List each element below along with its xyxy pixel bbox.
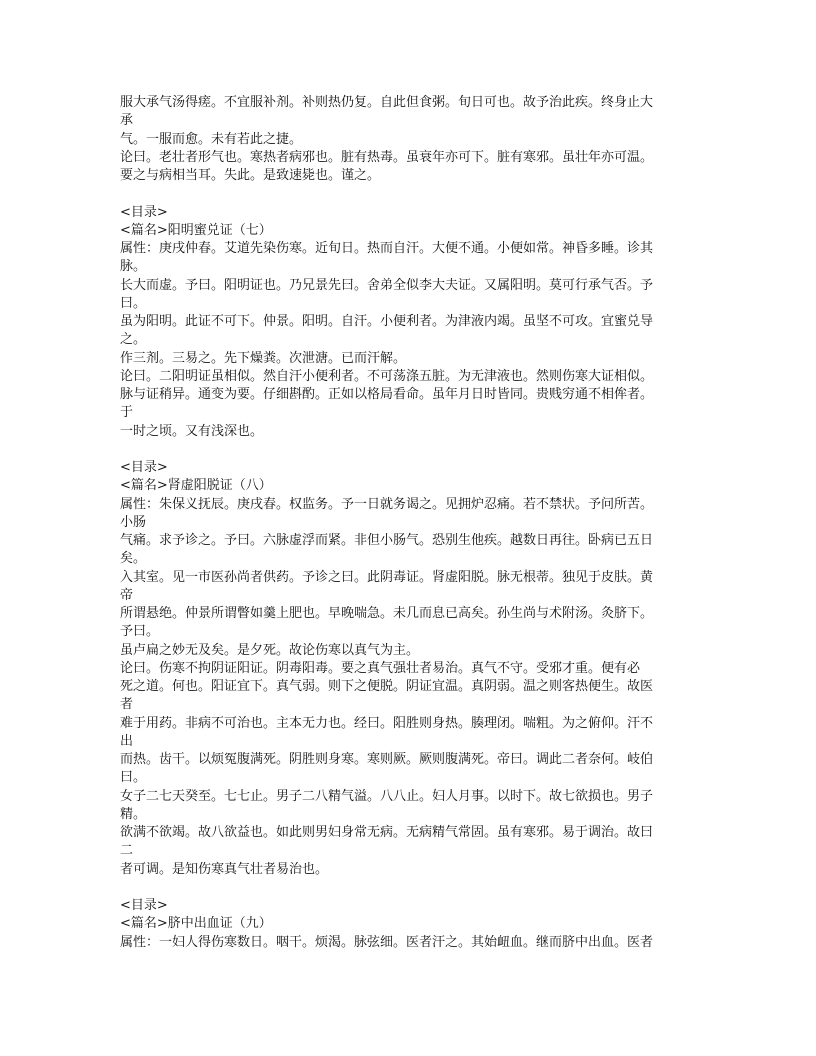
text-line: 之。 xyxy=(120,332,147,348)
document-page xyxy=(120,94,710,952)
text-line: 于 xyxy=(120,405,134,421)
text-line: 入其室。见一市医孙尚者供药。予诊之曰。此阴毒证。肾虚阳脱。脉无根蒂。独见于皮肤。黄 xyxy=(120,569,654,585)
text-line: 二 xyxy=(120,843,134,859)
text-line: 而热。齿干。以烦冤腹满死。阴胜则身寒。寒则厥。厥则腹满死。帝曰。调此二者奈何。岐伯 xyxy=(120,752,654,767)
text-line: 要之与病相当耳。失此。是致速毙也。谨之。 xyxy=(120,168,381,183)
text-line: 曰。 xyxy=(120,770,147,786)
chapter-title: <篇名>肾虚阳脱证（八） xyxy=(120,478,272,494)
text-line: 一时之顷。又有浅深也。 xyxy=(120,423,264,439)
attribute-line: 属性：庚戌仲春。艾道先染伤寒。近旬日。热而自汗。大便不通。小便如常。神昏多睡。诊其 xyxy=(120,241,654,256)
text-line: 精。 xyxy=(120,806,147,822)
commentary-line: 论曰。老壮者形气也。寒热者病邪也。脏有热毒。虽衰年亦可下。脏有寒邪。虽壮年亦可温。 xyxy=(120,149,654,165)
text-line: 服大承气汤得瘥。不宜服补剂。补则热仍复。自此但食粥。旬日可也。故予治此疾。终身止大 xyxy=(120,95,654,110)
text-line: 难于用药。非病不可治也。主本无力也。经曰。阳胜则身热。腠理闭。喘粗。为之俯仰。汗不 xyxy=(120,715,654,731)
text-line: 者可调。是知伤寒真气壮者易治也。 xyxy=(120,861,329,877)
blank-line xyxy=(120,185,710,203)
attribute-line: 属性：一妇人得伤寒数日。咽干。烦渴。脉弦细。医者汗之。其始衄血。继而脐中出血。医者 xyxy=(120,934,654,950)
text-line: 出 xyxy=(120,733,134,749)
text-line: 曰。 xyxy=(120,295,147,311)
text-line: 虽卢扁之妙无及矣。是夕死。故论伤寒以真气为主。 xyxy=(120,642,420,658)
text-line: 死之道。何也。阳证宜下。真气弱。则下之便脱。阴证宜温。真阴弱。温之则客热便生。故医 xyxy=(120,679,654,694)
text-line: 脉。 xyxy=(120,259,147,275)
chapter-title: <篇名>阳明蜜兑证（七） xyxy=(120,222,272,238)
toc-marker: <目录> xyxy=(120,898,168,913)
blank-line xyxy=(120,879,710,897)
text-line: 所谓悬绝。仲景所谓瞥如羹上肥也。早晚喘急。未几而息已高矣。孙生尚与术附汤。灸脐下。 xyxy=(120,606,654,621)
toc-marker: <目录> xyxy=(120,204,168,220)
commentary-line: 论曰。二阳明证虽相似。然自汗小便利者。不可荡涤五脏。为无津液也。然则伤寒大证相似。 xyxy=(120,368,654,384)
text-line: 者 xyxy=(120,697,134,713)
blank-line xyxy=(120,441,710,459)
text-line: 女子二七天癸至。七七止。男子二八精气溢。八八止。妇人月事。以时下。故七欲损也。男子 xyxy=(120,788,654,804)
text-line: 小肠 xyxy=(120,514,147,530)
text-line: 帝 xyxy=(120,587,134,603)
commentary-line: 论曰。伤寒不拘阴证阳证。阴毒阳毒。要之真气强壮者易治。真气不守。受邪才重。便有必 xyxy=(120,660,641,676)
text-line: 长大而虚。予曰。阳明证也。乃兄景先曰。舍弟全似李大夫证。又属阳明。莫可行承气否。予 xyxy=(120,277,654,293)
chapter-title: <篇名>脐中出血证（九） xyxy=(120,916,272,932)
text-line: 矣。 xyxy=(120,551,147,567)
text-line: 承 xyxy=(120,113,134,129)
text-line: 气痛。求予诊之。予曰。六脉虚浮而紧。非但小肠气。恐别生他疾。越数日再往。卧病已五日 xyxy=(120,533,654,548)
text-line: 予曰。 xyxy=(120,624,160,640)
text-line: 作三剂。三易之。先下燥粪。次泄溏。已而汗解。 xyxy=(120,350,407,366)
attribute-line: 属性：朱保义抚辰。庚戌春。权监务。予一日就务谒之。见拥炉忍痛。若不禁状。予问所苦。 xyxy=(120,496,654,512)
text-line: 气。一服而愈。未有若此之捷。 xyxy=(120,131,303,147)
toc-marker: <目录> xyxy=(120,460,168,475)
text-line: 虽为阳明。此证不可下。仲景。阳明。自汗。小便利者。为津液内竭。虽坚不可攻。宜蜜兑导 xyxy=(120,314,654,329)
text-line: 脉与证稍异。通变为要。仔细斟酌。正如以格局看命。虽年月日时皆同。贵贱穷通不相侔者。 xyxy=(120,387,654,402)
text-line: 欲满不欲竭。故八欲益也。如此则男妇身常无病。无病精气常固。虽有寒邪。易于调治。故曰 xyxy=(120,825,654,840)
